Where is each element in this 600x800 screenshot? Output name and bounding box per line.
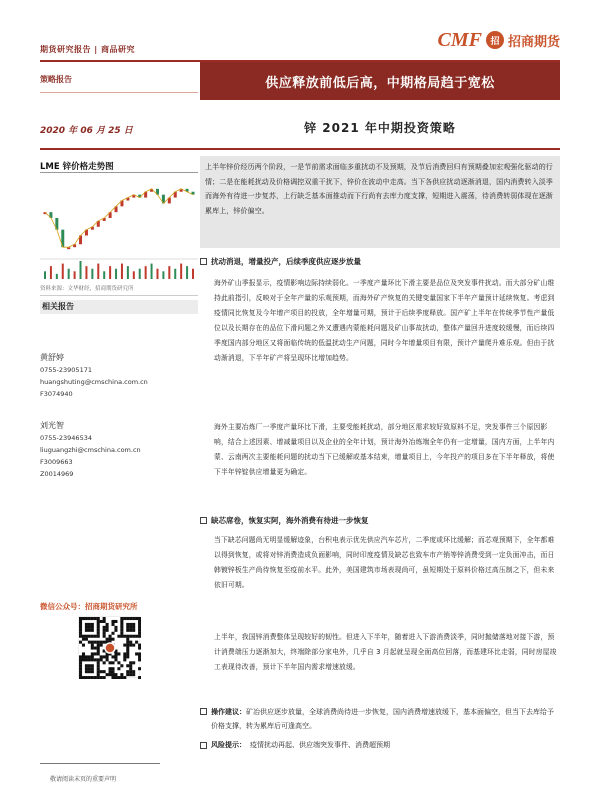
chart-svg xyxy=(40,173,198,283)
volume-bar xyxy=(68,269,70,279)
checkbox-bullet-icon xyxy=(200,742,207,749)
report-subtitle: 锌 2021 年中期投资策略 xyxy=(304,120,456,135)
divider xyxy=(40,148,560,150)
volume-bar xyxy=(44,271,46,279)
logo-circle-icon: 招 xyxy=(486,31,504,49)
section-title: 缺芯席卷，恢复实阿，海外消费有待进一步恢复 xyxy=(211,516,369,525)
report-category: 期货研究报告 | 商品研究 xyxy=(40,45,135,54)
volume-bar xyxy=(156,269,158,279)
report-type: 策略报告 xyxy=(40,75,72,84)
volume-bar xyxy=(145,266,147,279)
divider xyxy=(40,763,160,764)
checkbox-bullet-icon xyxy=(200,258,207,265)
chart-title: LME 锌价格走势图 xyxy=(40,162,114,172)
checkbox-bullet-icon xyxy=(200,517,207,524)
analyst-name: 刘光智 xyxy=(40,421,64,430)
volume-bar xyxy=(50,266,52,279)
summary-box: 上半年锌价经历两个阶段，一是节前需求面临多重扰动不及预期，及节后消费回归有预期叠加宏观强化驱动的行情；二是在能耗扰动及价格调控双重干扰下，锌价在波动中走高。当下各供应扰动逐渐消退，国内消费转入淡季而海外有待进一步复苏，上行缺乏基本面推动而下行尚有去库力度支撑，短期进入震荡，待消费转弱体现在逐渐累库上，锌价偏空。 xyxy=(200,156,560,248)
related-reports-heading: 相关报告 xyxy=(40,300,198,314)
logo-name: 招商期货 xyxy=(507,34,560,50)
qr-code-icon xyxy=(79,617,141,679)
price-line xyxy=(45,189,193,247)
cmf-logo xyxy=(438,26,560,54)
qr-code[interactable] xyxy=(78,616,140,678)
analyst-2 xyxy=(40,420,141,480)
divider xyxy=(40,295,198,296)
chart-source: 资料来源：文华财经，招商期货研究所 xyxy=(40,286,134,292)
operation-label: 操作建议： xyxy=(211,708,246,716)
paragraph: 当下缺芯问题尚无明显缓解迹象，台积电表示优先供应汽车芯片，二季度或环比缓解；而芯观预期下，全年都难以得到恢复，或将对锌消费造成负面影响，同时印度疫情及缺芯也致车市产销等锌消费受到一定负面冲击，而日韩镀锌板生产尚待恢复至疫前水平。此外，美国建筑市场表现尚可，虽短期处于原料价格过高压制之下，但未来依旧可期。 xyxy=(214,536,555,589)
volume-bar xyxy=(174,269,176,279)
price-chart xyxy=(40,172,198,282)
volume-bar xyxy=(186,266,188,279)
volume-bar xyxy=(115,269,117,279)
volume-bar xyxy=(162,271,164,279)
volume-bar xyxy=(62,264,64,279)
analyst-license: F3009663 xyxy=(40,458,73,466)
analyst-license: F3074940 xyxy=(40,390,73,398)
volume-bar xyxy=(192,269,194,279)
risk-text: 疫情扰动再起、供应端突发事件、消费超预期 xyxy=(250,741,390,749)
volume-bar xyxy=(74,271,76,279)
analyst-name: 黄舒婷 xyxy=(40,353,64,362)
paragraph: 上半年，我国锌消费整体呈现较好的韧性。但进入下半年，随着进入下游消费淡季，同时抛储落地对接下游，预计消费端压力逐渐加大，终端除部分家电外，几乎自 3 月起就呈现全面高位回落，而基建环比走弱，同时房屋竣工表现待改善，预计下半年国内需求增速放缓。 xyxy=(214,633,557,671)
section-heading xyxy=(200,256,361,267)
divider xyxy=(40,92,198,93)
volume-bar xyxy=(109,266,111,279)
volume-bar xyxy=(121,264,123,279)
volume-bar xyxy=(151,264,153,279)
wechat-label: 微信公众号：招商期货研究所 xyxy=(40,602,138,611)
volume-bar xyxy=(127,266,129,279)
report-date: 2020 年 06 月 25 日 xyxy=(40,126,133,136)
operation-text: 矿冶供应逐步放量，全球消费尚待进一步恢复，国内消费增速放缓下，基本面偏空，但当下去库给予价格支撑，转为累库后可逢高空。 xyxy=(211,708,554,730)
paragraph: 海外矿山季报显示，疫情影响边际持续弱化。一季度产量环比下滑主要是品位及突发事件扰动。而大部分矿山维持此前指引，反映对于全年产量的乐观预期，而海外矿产恢复的关键变量国家下半年产量预计延续恢复。考虑到疫情同比恢复及今年增产项目的投放，全年增量可期，预计于后续季度释放。国产矿上半年在传统季节性产量低位以及长期存在的品位下滑问题之外又遭遇内蒙能耗问题及矿山事故扰动，整体产量回升进度较缓慢，而后续四季度国内部分地区又将面临传统的低温扰动生产问题，同时今年增量项目有限，预计产量爬升难乐观。但由于扰动渐消退，下半年矿产将呈现环比增加趋势。 xyxy=(214,279,555,362)
analyst-phone: 0755-23946534 xyxy=(40,434,92,442)
checkbox-bullet-icon xyxy=(200,708,207,715)
report-title: 供应释放前低后高，中期格局趋于宽松 xyxy=(200,62,560,100)
volume-bar xyxy=(85,266,87,279)
volume-bar xyxy=(91,269,93,279)
volume-bar xyxy=(80,261,82,279)
volume-bar xyxy=(103,271,105,279)
operation-advice xyxy=(200,705,560,733)
volume-bar xyxy=(139,269,141,279)
volume-bar xyxy=(180,264,182,279)
section-heading xyxy=(200,515,369,526)
volume-bar xyxy=(168,266,170,279)
volume-bar xyxy=(133,271,135,279)
logo-brand: CMF xyxy=(437,28,482,51)
risk-label: 风险提示： xyxy=(211,741,246,749)
analyst-email[interactable]: liuguangzhi@cmschina.com.cn xyxy=(40,446,141,454)
footer-note: 敬请阅读末页的重要声明 xyxy=(50,776,117,783)
analyst-phone: 0755-23905171 xyxy=(40,366,92,374)
risk-warning xyxy=(200,740,390,750)
analyst-1 xyxy=(40,352,148,400)
page-header xyxy=(40,28,560,62)
volume-bar xyxy=(56,274,58,279)
analyst-license-2: Z0014969 xyxy=(40,470,74,478)
analyst-email[interactable]: huangshuting@cmschina.com.cn xyxy=(40,378,148,386)
paragraph: 海外主要冶炼厂一季度产量环比下滑，主要受能耗扰动，部分地区需求较好致原料不足，突发事件三个原因影响，结合上述因素、增减量项目以及企业的全年计划，预计海外冶炼端全年仍有一定增量，国内方面，上半年内蒙、云南两次主要能耗问题的扰动当下已缓解或基本结束，增量项目上，今年投产的项目多在下半年释放，将使下半年锌锭供应增量更为确定。 xyxy=(214,423,555,476)
section-title: 扰动消退，增量投产，后续季度供应逐步放量 xyxy=(211,257,361,266)
volume-bar xyxy=(97,264,99,279)
